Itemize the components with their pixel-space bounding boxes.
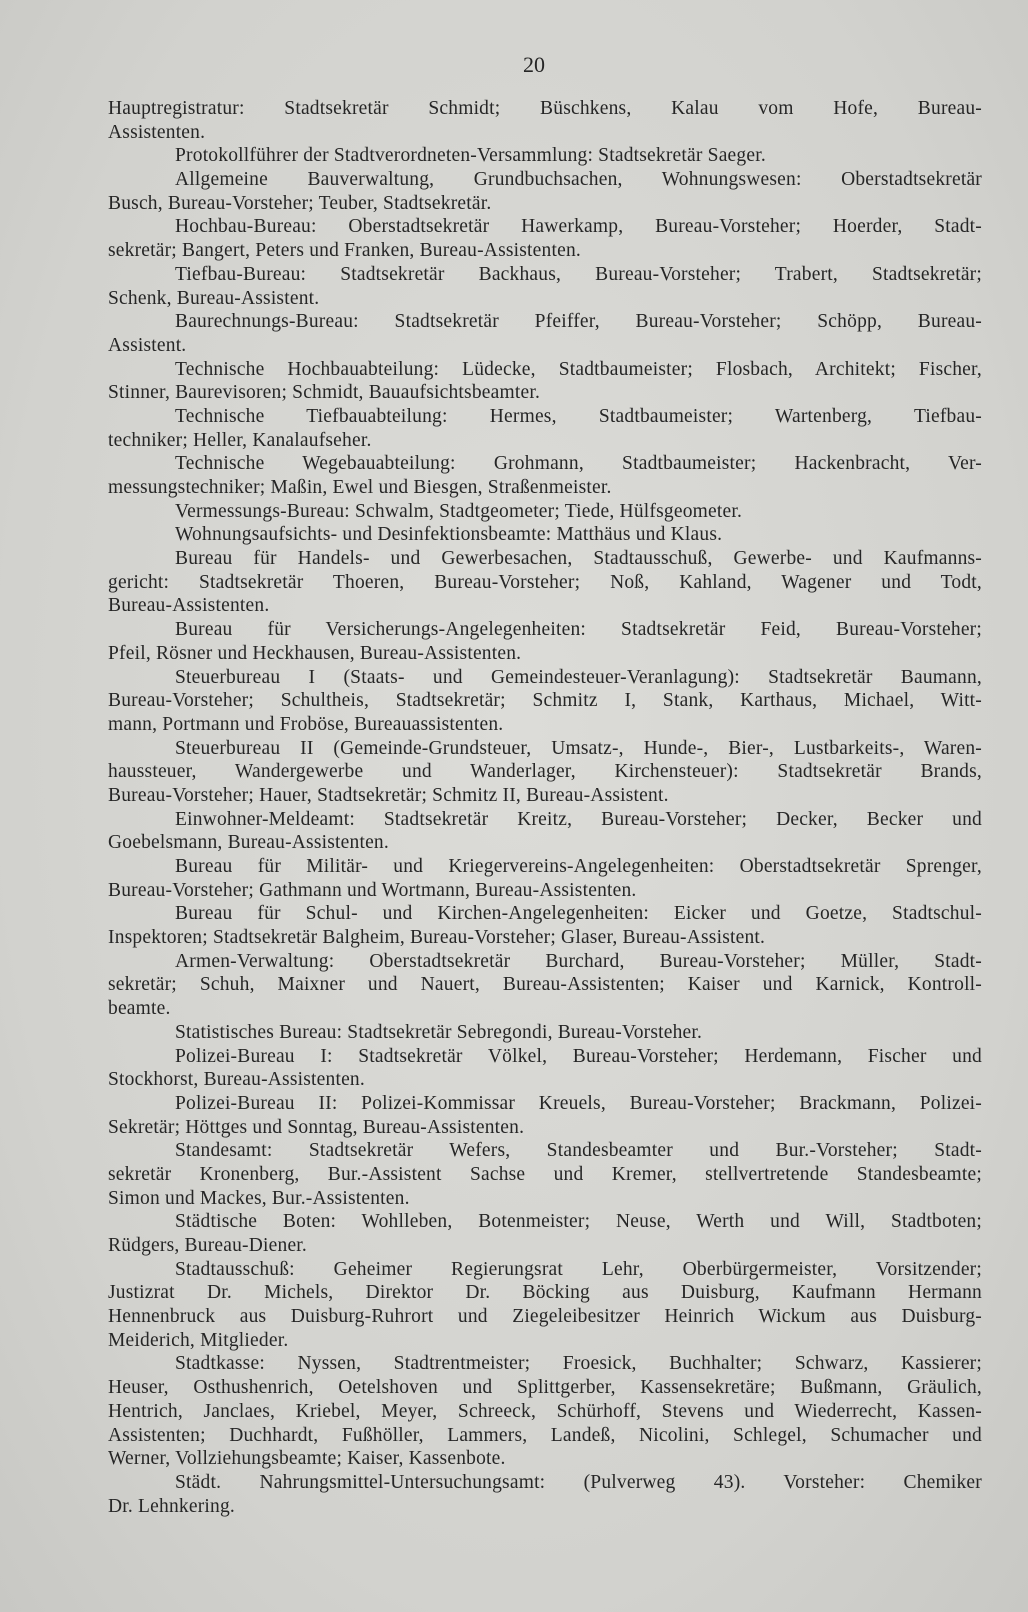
- paragraph: [108, 1471, 982, 1518]
- text-line: beamte.: [108, 998, 171, 1020]
- paragraph: [108, 618, 982, 665]
- text-line: Bureau-Assistenten.: [108, 595, 270, 617]
- paragraph: [108, 1045, 982, 1092]
- text-line: Einwohner-Meldeamt: Stadtsekretär Kreitz, Bureau-Vorsteher; Decker, Becker und: [175, 808, 982, 830]
- text-line: Allgemeine Bauverwaltung, Grundbuchsachen, Wohnungswesen: Oberstadtsekretär: [175, 169, 982, 191]
- text-line: Bureau-Vorsteher; Gathmann und Wortmann, Bureau-Assistenten.: [108, 879, 637, 901]
- paragraph: [108, 523, 982, 547]
- text-line: sekretär Kronenberg, Bur.-Assistent Sachse und Kremer, stellvertretende Standesbeamte;: [108, 1163, 982, 1185]
- text-line: Meiderich, Mitglieder.: [108, 1329, 289, 1351]
- text-line: Rüdgers, Bureau-Diener.: [108, 1235, 308, 1256]
- text-line: Justizrat Dr. Michels, Direktor Dr. Böcking aus Duisburg, Kaufmann Hermann: [108, 1282, 982, 1304]
- text-line: Inspektoren; Stadtsekretär Balgheim, Bureau-Vorsteher; Glaser, Bureau-Assistent.: [108, 927, 766, 949]
- text-line: Polizei-Bureau II: Polizei-Kommissar Kreuels, Bureau-Vorsteher; Brackmann, Polizei-: [175, 1092, 982, 1114]
- paragraph: [108, 97, 982, 144]
- paragraph: [108, 547, 982, 618]
- text-line: Technische Hochbauabteilung: Lüdecke, Stadtbaumeister; Flosbach, Architekt; Fischer,: [175, 358, 982, 380]
- paragraph: [108, 1352, 982, 1470]
- text-line: Stockhorst, Bureau-Assistenten.: [108, 1069, 365, 1091]
- text-line: Hentrich, Janclaes, Kriebel, Meyer, Schreeck, Schürhoff, Stevens und Wiederrecht, Kassen-: [108, 1400, 982, 1422]
- text-line: Protokollführer der Stadtverordneten-Versammlung: Stadtsekretär Saeger.: [175, 145, 766, 167]
- paragraph: [108, 310, 982, 357]
- text-line: messungstechniker; Maßin, Ewel und Biesgen, Straßenmeister.: [108, 477, 612, 498]
- text-line: Vermessungs-Bureau: Schwalm, Stadtgeometer; Tiede, Hülfsgeometer.: [175, 500, 743, 522]
- text-line: Simon und Mackes, Bur.-Assistenten.: [108, 1187, 410, 1209]
- text-line: Bureau für Schul- und Kirchen-Angelegenheiten: Eicker und Goetze, Stadtschul-: [175, 903, 982, 925]
- text-line: sekretär; Bangert, Peters und Franken, Bureau-Assistenten.: [108, 240, 581, 262]
- text-line: Goebelsmann, Bureau-Assistenten.: [108, 832, 389, 854]
- paragraph: [108, 405, 982, 452]
- text-line: Städtische Boten: Wohlleben, Botenmeister; Neuse, Werth und Will, Stadtboten;: [175, 1211, 982, 1233]
- text-line: Sekretär; Höttges und Sonntag, Bureau-Assistenten.: [108, 1116, 525, 1138]
- text-line: Hochbau-Bureau: Oberstadtsekretär Hawerkamp, Bureau-Vorsteher; Hoerder, Stadt-: [175, 216, 982, 238]
- text-line: Bureau-Vorsteher; Hauer, Stadtsekretär; Schmitz II, Bureau-Assistent.: [108, 784, 669, 806]
- text-line: Polizei-Bureau I: Stadtsekretär Völkel, Bureau-Vorsteher; Herdemann, Fischer und: [175, 1045, 982, 1067]
- text-line: Pfeil, Rösner und Heckhausen, Bureau-Assistenten.: [108, 642, 522, 664]
- body-text: [108, 97, 982, 1518]
- paragraph: [108, 1139, 982, 1210]
- text-line: Bureau für Versicherungs-Angelegenheiten: Stadtsekretär Feid, Bureau-Vorsteher;: [175, 619, 982, 641]
- paragraph: [108, 215, 982, 262]
- text-line: Baurechnungs-Bureau: Stadtsekretär Pfeiffer, Bureau-Vorsteher; Schöpp, Bureau-: [175, 311, 982, 333]
- paragraph: [108, 452, 982, 499]
- text-line: Standesamt: Stadtsekretär Wefers, Standesbeamter und Bur.-Vorsteher; Stadt-: [175, 1140, 982, 1162]
- text-line: Armen-Verwaltung: Oberstadtsekretär Burchard, Bureau-Vorsteher; Müller, Stadt-: [175, 950, 982, 972]
- text-line: Werner, Vollziehungsbeamte; Kaiser, Kassenbote.: [108, 1448, 506, 1470]
- text-line: Hauptregistratur: Stadtsekretär Schmidt; Büschkens, Kalau vom Hofe, Bureau-: [108, 98, 982, 119]
- paragraph: [108, 1092, 982, 1139]
- paragraph: [108, 902, 982, 949]
- text-line: Assistenten.: [108, 121, 206, 143]
- text-line: haussteuer, Wandergewerbe und Wanderlager, Kirchensteuer): Stadtsekretär Brands,: [108, 761, 982, 783]
- paragraph: [108, 1210, 982, 1257]
- text-line: Statistisches Bureau: Stadtsekretär Sebregondi, Bureau-Vorsteher.: [175, 1021, 703, 1043]
- text-line: Dr. Lehnkering.: [108, 1495, 236, 1517]
- page-number: 20: [523, 52, 545, 77]
- text-line: sekretär; Schuh, Maixner und Nauert, Bureau-Assistenten; Kaiser und Karnick, Kontroll-: [108, 974, 982, 996]
- text-line: Stinner, Baurevisoren; Schmidt, Bauaufsichtsbeamter.: [108, 382, 541, 404]
- text-line: mann, Portmann und Froböse, Bureauassistenten.: [108, 713, 504, 735]
- text-line: Technische Wegebauabteilung: Grohmann, Stadtbaumeister; Hackenbracht, Ver-: [175, 453, 982, 475]
- text-line: techniker; Heller, Kanalaufseher.: [108, 429, 372, 451]
- text-line: Assistenten; Duchhardt, Fußhöller, Lammers, Landeß, Nicolini, Schlegel, Schumacher und: [108, 1424, 982, 1446]
- text-line: gericht: Stadtsekretär Thoeren, Bureau-Vorsteher; Noß, Kahland, Wagener und Todt,: [108, 571, 982, 593]
- paragraph: [108, 855, 982, 902]
- paragraph: [108, 144, 982, 168]
- text-line: Steuerbureau I (Staats- und Gemeindesteuer-Veranlagung): Stadtsekretär Baumann,: [175, 666, 982, 688]
- text-line: Tiefbau-Bureau: Stadtsekretär Backhaus, Bureau-Vorsteher; Trabert, Stadtsekretär;: [175, 263, 982, 285]
- paragraph: [108, 737, 982, 808]
- paragraph: [108, 358, 982, 405]
- text-line: Stadtkasse: Nyssen, Stadtrentmeister; Froesick, Buchhalter; Schwarz, Kassierer;: [175, 1353, 982, 1375]
- paragraph: [108, 263, 982, 310]
- paragraph: [108, 808, 982, 855]
- paragraph: [108, 168, 982, 215]
- paragraph: [108, 666, 982, 737]
- paragraph: [108, 1021, 982, 1045]
- text-line: Heuser, Osthushenrich, Oetelshoven und Splittgerber, Kassensekretäre; Bußmann, Gräulich,: [108, 1377, 982, 1399]
- text-line: Stadtausschuß: Geheimer Regierungsrat Lehr, Oberbürgermeister, Vorsitzender;: [175, 1258, 982, 1280]
- text-line: Assistent.: [108, 334, 187, 356]
- paragraph: [108, 950, 982, 1021]
- text-line: Technische Tiefbauabteilung: Hermes, Stadtbaumeister; Wartenberg, Tiefbau-: [175, 405, 982, 427]
- text-line: Schenk, Bureau-Assistent.: [108, 287, 320, 309]
- text-line: Bureau für Handels- und Gewerbesachen, Stadtausschuß, Gewerbe- und Kaufmanns-: [175, 548, 982, 570]
- paragraph: [108, 500, 982, 524]
- text-line: Bureau-Vorsteher; Schultheis, Stadtsekretär; Schmitz I, Stank, Karthaus, Michael, Witt-: [108, 690, 982, 712]
- text-line: Steuerbureau II (Gemeinde-Grundsteuer, Umsatz-, Hunde-, Bier-, Lustbarkeits-, Waren-: [175, 737, 982, 759]
- text-line: Städt. Nahrungsmittel-Untersuchungsamt: (Pulverweg 43). Vorsteher: Chemiker: [175, 1471, 982, 1493]
- text-line: Hennenbruck aus Duisburg-Ruhrort und Ziegeleibesitzer Heinrich Wickum aus Duisburg-: [108, 1306, 982, 1328]
- text-line: Bureau für Militär- und Kriegervereins-Angelegenheiten: Oberstadtsekretär Sprenger,: [175, 856, 982, 877]
- text-line: Busch, Bureau-Vorsteher; Teuber, Stadtsekretär.: [108, 192, 492, 214]
- paragraph: [108, 1258, 982, 1353]
- text-line: Wohnungsaufsichts- und Desinfektionsbeamte: Matthäus und Klaus.: [175, 524, 723, 546]
